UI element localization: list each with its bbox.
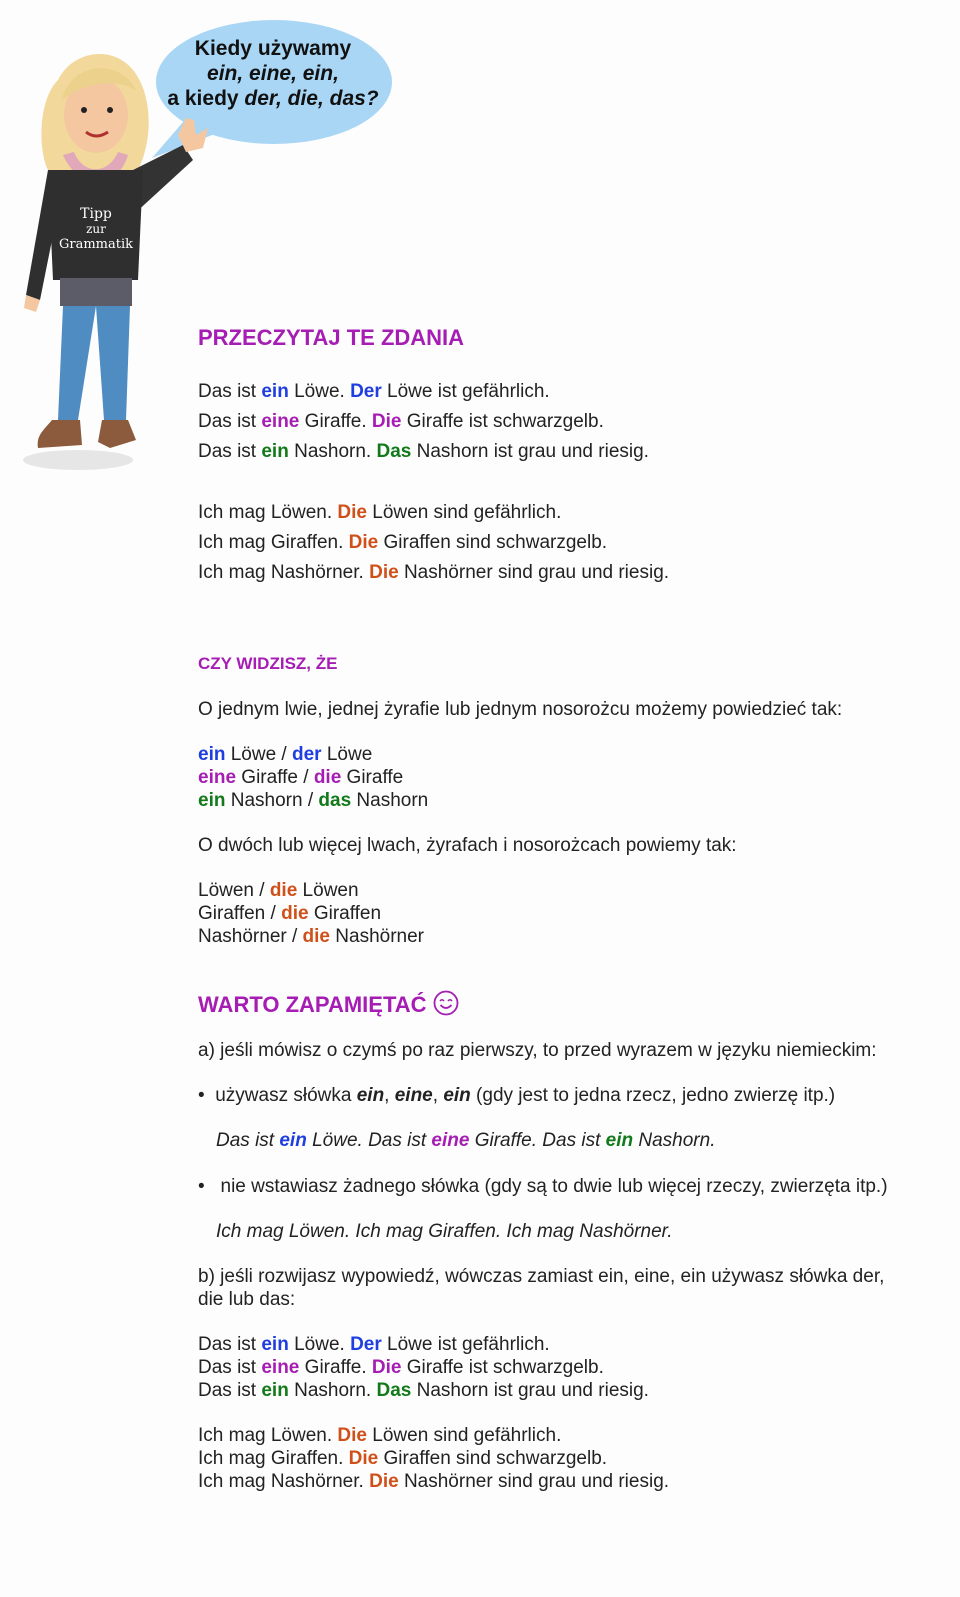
sentence-plural-2: Ich mag Giraffen. Die Giraffen sind schwarzgelb. bbox=[198, 532, 608, 553]
sentence-plural-3: Ich mag Nashörner. Die Nashörner sind grau und riesig. bbox=[198, 562, 670, 583]
sentence-plural-3-repeat: Ich mag Nashörner. Die Nashörner sind grau und riesig. bbox=[198, 1471, 670, 1492]
rule-bullet-1: • używasz słówka ein, eine, ein (gdy jest to jedna rzecz, jedno zwierzę itp.) bbox=[198, 1085, 836, 1106]
example-singular: Das ist ein Löwe. Das ist eine Giraffe. Das ist ein Nashorn. bbox=[216, 1130, 716, 1151]
pair-singular-2: eine Giraffe / die Giraffe bbox=[198, 767, 404, 788]
shirt-text-line2: zur bbox=[86, 222, 106, 236]
intro-singular: O jednym lwie, jednej żyrafie lub jednym nosorożcu możemy powiedzieć tak: bbox=[198, 699, 843, 720]
rule-bullet-2: • nie wstawiasz żadnego słówka (gdy są to dwie lub więcej rzeczy, zwierzęta itp.) bbox=[198, 1176, 888, 1197]
section-title-remember: WARTO ZAPAMIĘTAĆ bbox=[198, 990, 459, 1018]
shirt-text-line1: Tipp bbox=[80, 206, 112, 222]
example-plural: Ich mag Löwen. Ich mag Giraffen. Ich mag Nashörner. bbox=[216, 1221, 673, 1242]
speech-bubble-text: Kiedy używamy ein, eine, ein, a kiedy der, die, das? bbox=[167, 37, 379, 110]
sentence-singular-2-repeat: Das ist eine Giraffe. Die Giraffe ist schwarzgelb. bbox=[198, 1357, 604, 1378]
sentence-singular-1: Das ist ein Löwe. Der Löwe ist gefährlich. bbox=[198, 381, 550, 402]
pair-plural-3: Nashörner / die Nashörner bbox=[198, 926, 424, 947]
pair-singular-3: ein Nashorn / das Nashorn bbox=[198, 790, 429, 811]
sentence-singular-1-repeat: Das ist ein Löwe. Der Löwe ist gefährlich. bbox=[198, 1334, 550, 1355]
sentence-plural-1: Ich mag Löwen. Die Löwen sind gefährlich. bbox=[198, 502, 562, 523]
rule-a: a) jeśli mówisz o czymś po raz pierwszy, to przed wyrazem w języku niemieckim: bbox=[198, 1040, 877, 1061]
section-title-notice: CZY WIDZISZ, ŻE bbox=[198, 654, 338, 673]
shirt-text-line3: Grammatik bbox=[58, 237, 134, 252]
girl-character-illustration bbox=[18, 40, 218, 480]
pair-plural-2: Giraffen / die Giraffen bbox=[198, 903, 382, 924]
sentence-plural-2-repeat: Ich mag Giraffen. Die Giraffen sind schwarzgelb. bbox=[198, 1448, 608, 1469]
sentence-singular-3: Das ist ein Nashorn. Das Nashorn ist grau und riesig. bbox=[198, 441, 649, 462]
sentence-plural-1-repeat: Ich mag Löwen. Die Löwen sind gefährlich. bbox=[198, 1425, 562, 1446]
section-title-read: PRZECZYTAJ TE ZDANIA bbox=[198, 325, 465, 350]
rule-b-line1: b) jeśli rozwijasz wypowiedź, wówczas zamiast ein, eine, ein używasz słówka der, bbox=[198, 1266, 885, 1287]
smiley-icon bbox=[433, 990, 459, 1016]
pair-singular-1: ein Löwe / der Löwe bbox=[198, 744, 373, 765]
pair-plural-1: Löwen / die Löwen bbox=[198, 880, 359, 901]
sentence-singular-2: Das ist eine Giraffe. Die Giraffe ist schwarzgelb. bbox=[198, 411, 604, 432]
sentence-singular-3-repeat: Das ist ein Nashorn. Das Nashorn ist grau und riesig. bbox=[198, 1380, 649, 1401]
rule-b-line2: die lub das: bbox=[198, 1289, 296, 1310]
intro-plural: O dwóch lub więcej lwach, żyrafach i nosorożcach powiemy tak: bbox=[198, 835, 737, 856]
